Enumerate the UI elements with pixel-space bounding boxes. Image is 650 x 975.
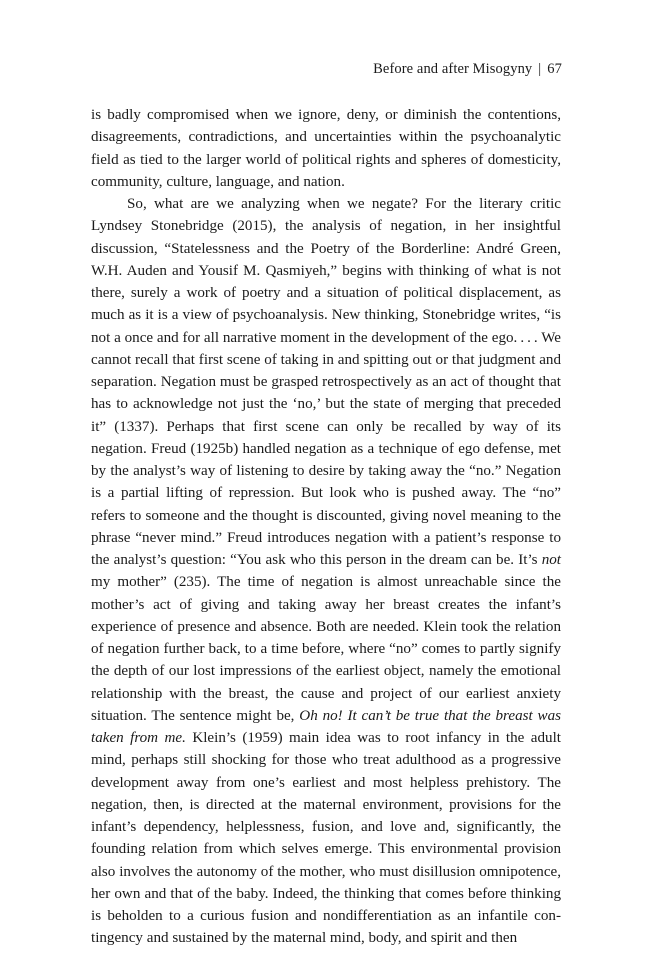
page-number: 67 <box>547 61 562 77</box>
body-text <box>91 104 561 950</box>
italic-sentence: Oh no! It can’t be true that the breast was taken from me. <box>91 707 561 746</box>
chapter-title: Before and after Misogyny <box>373 61 533 77</box>
italic-emphasis: not <box>541 552 561 568</box>
header-separator: | <box>538 61 542 77</box>
paragraph-text: Klein’s (1959) main idea was to root infancy in the adult mind, perhaps still shocking for those who treat adulthood as a progressive development away from one’s earliest and most helpless prehistory. The negation, then, is directed at the maternal environment, provisions for the infant’s dependency, helplessness, fusion, and love and, significantly, the founding relation from which selves emerge. This environmental provision also involves the autonomy of the mother, who must disillusion omnipotence, her own and that of the baby. Indeed, the thinking that comes before thinking is beholden to a curious fusion and nondifferentiation as an infantile contingency and sustained by the maternal mind, body, and spirit and then <box>91 730 561 947</box>
paragraph-text: So, what are we analyzing when we negate? For the literary critic Lyndsey Stonebridge (2015), the analysis of negation, in her insightful discussion, “Statelessness and the Poetry of the Borderline: André Green, W.H. Auden and Yousif M. Qasmiyeh,” begins with thinking of what is not there, surely a work of poetry and a situation of political displacement, as much as it is a view of psychoanalysis. New thinking, Stonebridge writes, “is not a once and for all narrative moment in the development of the ego. . . . We cannot recall that first scene of taking in and spitting out or that judgment and separation. Negation must be grasped retrospectively as an act of thought that has to acknowledge not just the ‘no,’ but the state of merging that preceded it” (1337). Perhaps that first scene can only be recalled by way of its negation. Freud (1925b) handled negation as a technique of ego defense, met by the analyst’s way of listening to desire by taking away the “no.” Negation is a partial lifting of repression. But look who is pushed away. The “no” refers to someone and the thought is discounted, giving novel meaning to the phrase “never mind.” Freud introduces negation with a patient’s response to the analyst’s question: “You ask who this person in the dream can be. It’s <box>91 196 561 568</box>
running-header <box>373 61 562 78</box>
paragraph: is badly compromised when we ignore, deny, or diminish the contentions, disagreements, contradictions, and uncertainties within the psychoanalytic field as tied to the larger world of political rights and spheres of domesticity, community, culture, language, and nation. <box>91 107 561 190</box>
paragraph-text: my mother” (235). The time of negation is almost unreachable since the mother’s act of giving and taking away her breast creates the infant’s experience of presence and absence. Both are needed. Klein took the relation of negation further back, to a time before, where “no” comes to partly signify the depth of our lost impressions of the earliest object, namely the emotional relationship with the breast, the cause and project of our earliest anxiety situation. The sentence might be, <box>91 574 561 724</box>
paragraph <box>91 193 561 950</box>
